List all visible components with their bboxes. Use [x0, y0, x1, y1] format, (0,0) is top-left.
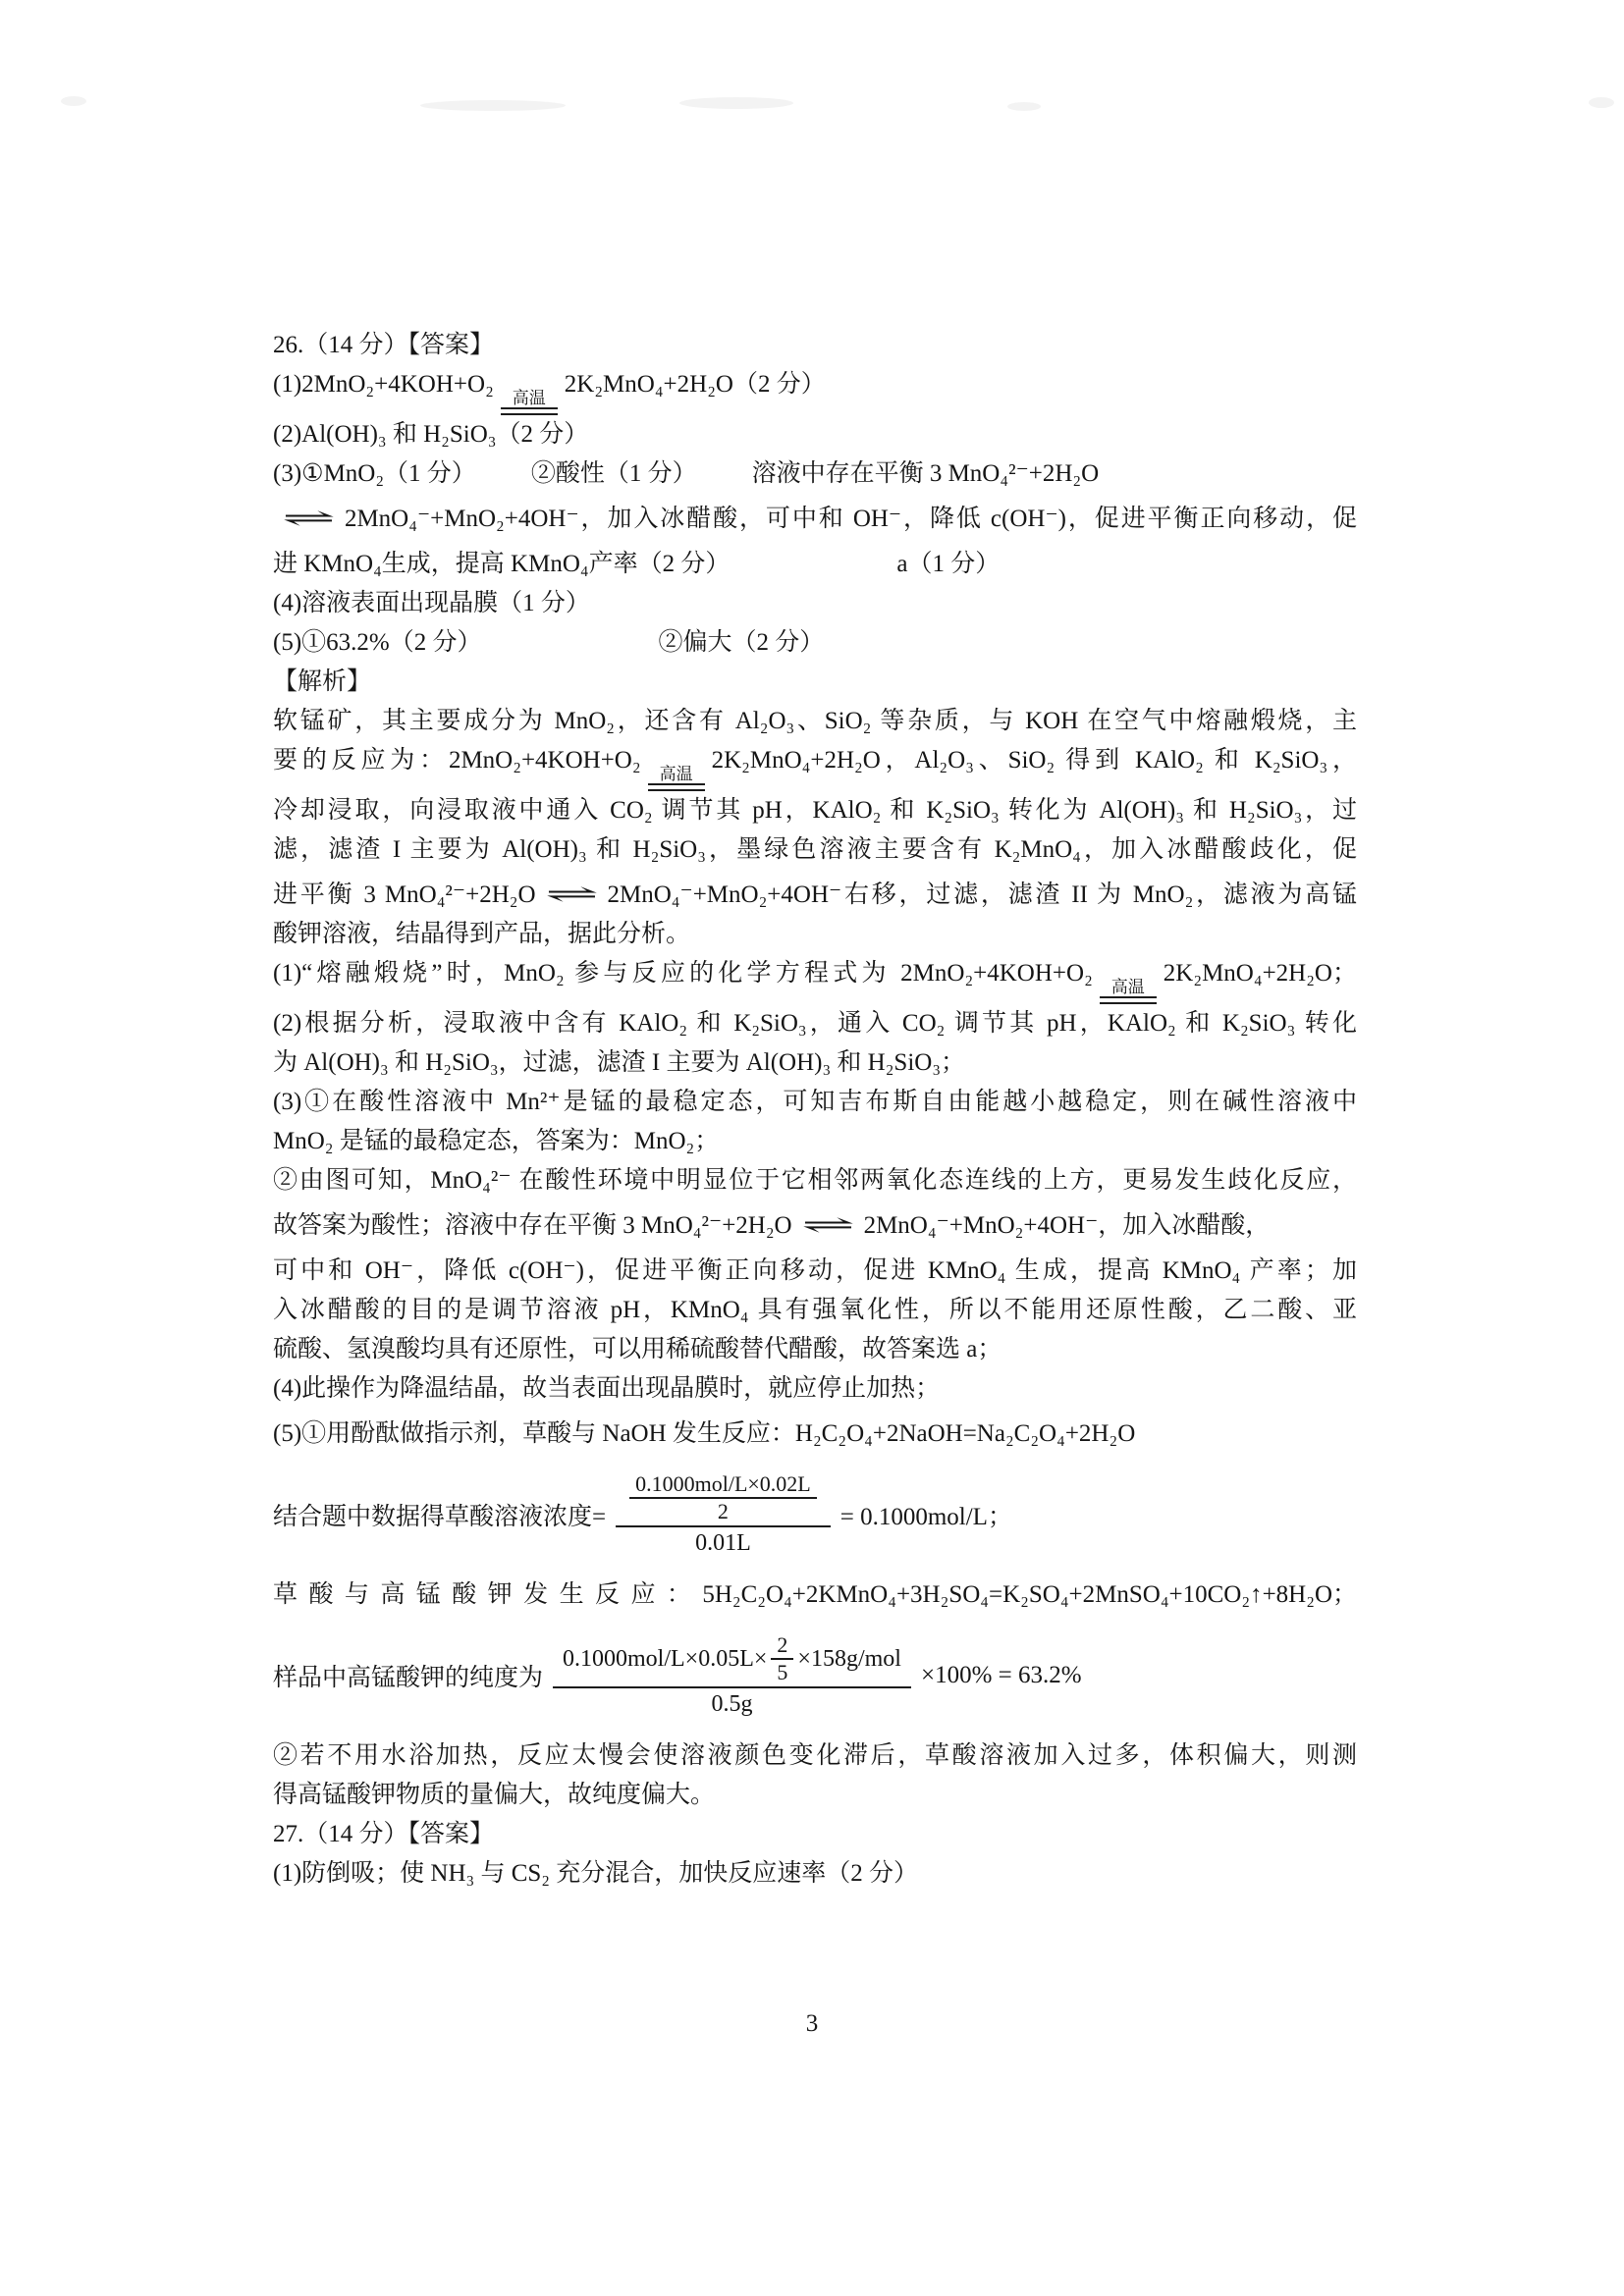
- answer-26-3-part1: (3)①MnO₂（1 分）: [273, 460, 476, 487]
- equation-products: 2K₂MnO₄+2H₂O（2 分）: [564, 371, 826, 398]
- equilibrium-arrow: ⇌: [800, 1212, 855, 1239]
- equilibrium-right: 2MnO₄⁻+MnO₂+4OH⁻右移，过滤，滤渣 II 为 MnO₂，滤液为高锰: [607, 881, 1357, 908]
- analysis-line-equilibrium: [273, 876, 1357, 915]
- inner-denominator: 2: [717, 1499, 729, 1523]
- analysis-line: (2)根据分析，浸取液中含有 KAlO₂ 和 K₂SiO₃，通入 CO₂ 调节其 pH，KAlO₂ 和 K₂SiO₃ 转化: [273, 1010, 1357, 1037]
- condition-label: 高温: [659, 765, 693, 783]
- concentration-calculation: [273, 1466, 1357, 1564]
- calculation-label: 结合题中数据得草酸溶液浓度=: [273, 1504, 607, 1530]
- question-27-header: 27.（14 分）【答案】: [273, 1821, 495, 1847]
- answer-26-3-continued: [273, 500, 1357, 539]
- reaction-condition: [1100, 978, 1157, 1004]
- analysis-line: 硫酸、氢溴酸均具有还原性，可以用稀硫酸替代醋酸，故答案选 a；: [273, 1336, 1002, 1362]
- fraction-denominator: 0.5g: [711, 1691, 753, 1717]
- analysis-line: (3)①在酸性溶液中 Mn²⁺是锰的最稳定态，可知吉布斯自由能越小越稳定，则在碱性溶液中: [273, 1089, 1357, 1115]
- analysis-line: ②若不用水浴加热，反应太慢会使溶液颜色变化滞后，草酸溶液加入过多，体积偏大，则测: [273, 1742, 1357, 1769]
- analysis-line-equation: [273, 954, 1357, 1004]
- inner-numerator: 0.1000mol/L×0.02L: [635, 1471, 811, 1496]
- equilibrium-arrow: ⇌: [282, 506, 336, 532]
- equilibrium-right: 2MnO₄⁻+MnO₂+4OH⁻，加入冰醋酸，: [863, 1212, 1271, 1239]
- answer-26-1-equation: [273, 365, 1357, 415]
- fraction: [553, 1631, 911, 1720]
- inner-fraction: [771, 1632, 793, 1685]
- equilibrium-arrow: ⇌: [544, 881, 599, 908]
- answer-26-3-end: [273, 545, 1357, 584]
- analysis-line: 软锰矿，其主要成分为 MnO₂，还含有 Al₂O₃、SiO₂ 等杂质，与 KOH 在空气中熔融煅烧，主: [273, 708, 1357, 734]
- fraction-denominator: 0.01L: [695, 1530, 751, 1556]
- analysis-line: MnO₂ 是锰的最稳定态，答案为：MnO₂；: [273, 1128, 720, 1154]
- analysis-line: 酸钾溶液，结晶得到产品，据此分析。: [273, 921, 691, 947]
- scan-artifact: [679, 97, 793, 109]
- fraction-numerator: [616, 1470, 831, 1525]
- inner-denominator: 5: [777, 1660, 788, 1684]
- inner-numerator: 2: [777, 1632, 788, 1657]
- document-body: [273, 326, 1357, 1894]
- answer-26-3-part2: ②酸性（1 分）: [530, 460, 697, 487]
- analysis-line-equation: [273, 741, 1357, 791]
- answer-26-4: (4)溶液表面出现晶膜（1 分）: [273, 590, 590, 616]
- analysis-line: 冷却浸取，向浸取液中通入 CO₂ 调节其 pH，KAlO₂ 和 K₂SiO₃ 转化为 Al(OH)₃ 和 H₂SiO₃，过: [273, 797, 1357, 824]
- analysis-line: 为 Al(OH)₃ 和 H₂SiO₃，过滤，滤渣 I 主要为 Al(OH)₃ 和 H₂SiO₃；: [273, 1049, 966, 1076]
- analysis-line: 可中和 OH⁻，降低 c(OH⁻)，促进平衡正向移动，促进 KMnO₄ 生成，提高 KMnO₄ 产率；加: [273, 1257, 1357, 1284]
- answer-26-2: (2)Al(OH)₃ 和 H₂SiO₃（2 分）: [273, 421, 589, 448]
- equation-products: 2K₂MnO₄+2H₂O，Al₂O₃、SiO₂ 得到 KAlO₂ 和 K₂SiO₃，: [711, 747, 1358, 774]
- answer-26-3-part3: 溶液中存在平衡 3 MnO₄²⁻+2H₂O: [751, 460, 1100, 487]
- condition-label: 高温: [512, 389, 546, 407]
- reaction-condition: [648, 765, 705, 791]
- analysis-line-equilibrium: [273, 1206, 1357, 1246]
- numerator-prefix: 0.1000mol/L×0.05L×: [563, 1646, 768, 1672]
- double-bond-bar: [501, 407, 558, 415]
- scan-artifact: [61, 96, 86, 106]
- double-bond-bar: [1100, 996, 1157, 1004]
- equation-reactants: (1)“熔融煅烧”时，MnO₂ 参与反应的化学方程式为 2MnO₂+4KOH+O₂: [273, 960, 1093, 987]
- analysis-line: (4)此操作为降温结晶，故当表面出现晶膜时，就应停止加热；: [273, 1375, 941, 1402]
- scan-artifact: [420, 100, 566, 111]
- condition-label: 高温: [1110, 978, 1145, 996]
- fraction-numerator: [553, 1631, 911, 1686]
- answer-26-5-part1: (5)①63.2%（2 分）: [273, 629, 482, 656]
- calculation-result: ×100% = 63.2%: [920, 1662, 1082, 1688]
- scan-artifact: [1589, 97, 1614, 108]
- answer-26-3-yield: 进 KMnO₄生成，提高 KMnO₄产率（2 分）: [273, 551, 731, 577]
- purity-calculation: [273, 1627, 1357, 1725]
- equation-text: 2MnO₄⁻+MnO₂+4OH⁻，加入冰醋酸，可中和 OH⁻，降低 c(OH⁻)，促进平衡正向移动，促: [344, 506, 1357, 532]
- equation-reactants: (1)2MnO₂+4KOH+O₂: [273, 371, 494, 398]
- numerator-suffix: ×158g/mol: [797, 1646, 901, 1672]
- equilibrium-left: 进平衡 3 MnO₄²⁻+2H₂O: [273, 881, 536, 908]
- analysis-line: 入冰醋酸的目的是调节溶液 pH，KMnO₄ 具有强氧化性，所以不能用还原性酸，乙二酸、亚: [273, 1297, 1357, 1323]
- analysis-line: 得高锰酸钾物质的量偏大，故纯度偏大。: [273, 1782, 716, 1808]
- analysis-line: (5)①用酚酞做指示剂，草酸与 NaOH 发生反应：H₂C₂O₄+2NaOH=Na₂C₂O₄+2H₂O: [273, 1420, 1136, 1447]
- double-bond-bar: [648, 783, 705, 791]
- answer-26-5-part2: ②偏大（2 分）: [658, 629, 825, 656]
- equilibrium-left: 故答案为酸性；溶液中存在平衡 3 MnO₄²⁻+2H₂O: [273, 1212, 792, 1239]
- calculation-result: = 0.1000mol/L；: [839, 1504, 1012, 1530]
- question-26-header: 26.（14 分）【答案】: [273, 332, 495, 358]
- fraction: [616, 1470, 831, 1559]
- inner-fraction: [629, 1471, 817, 1524]
- answer-27-1: (1)防倒吸；使 NH₃ 与 CS₂ 充分混合，加快反应速率（2 分）: [273, 1860, 919, 1887]
- page-number: 3: [805, 2010, 819, 2037]
- reaction-condition: [501, 389, 558, 415]
- analysis-line: 草酸与高锰酸钾发生反应：5H₂C₂O₄+2KMnO₄+3H₂SO₄=K₂SO₄+2MnSO₄+10CO₂↑+8H₂O；: [273, 1581, 1357, 1608]
- answer-26-3-choice: a（1 分）: [896, 551, 1001, 577]
- answer-26-5: [273, 623, 1357, 663]
- equation-products: 2K₂MnO₄+2H₂O；: [1163, 960, 1357, 987]
- equation-reactants: 要的反应为：2MnO₂+4KOH+O₂: [273, 747, 641, 774]
- analysis-line: 滤，滤渣 I 主要为 Al(OH)₃ 和 H₂SiO₃，墨绿色溶液主要含有 K₂MnO₄，加入冰醋酸歧化，促: [273, 836, 1357, 863]
- analysis-header: 【解析】: [273, 668, 372, 695]
- calculation-label: 样品中高锰酸钾的纯度为: [273, 1665, 544, 1691]
- analysis-line: ②由图可知，MnO₄²⁻ 在酸性环境中明显位于它相邻两氧化态连线的上方，更易发生歧化反应，: [273, 1167, 1357, 1194]
- scan-artifact: [1007, 102, 1041, 111]
- answer-26-3: [273, 454, 1357, 494]
